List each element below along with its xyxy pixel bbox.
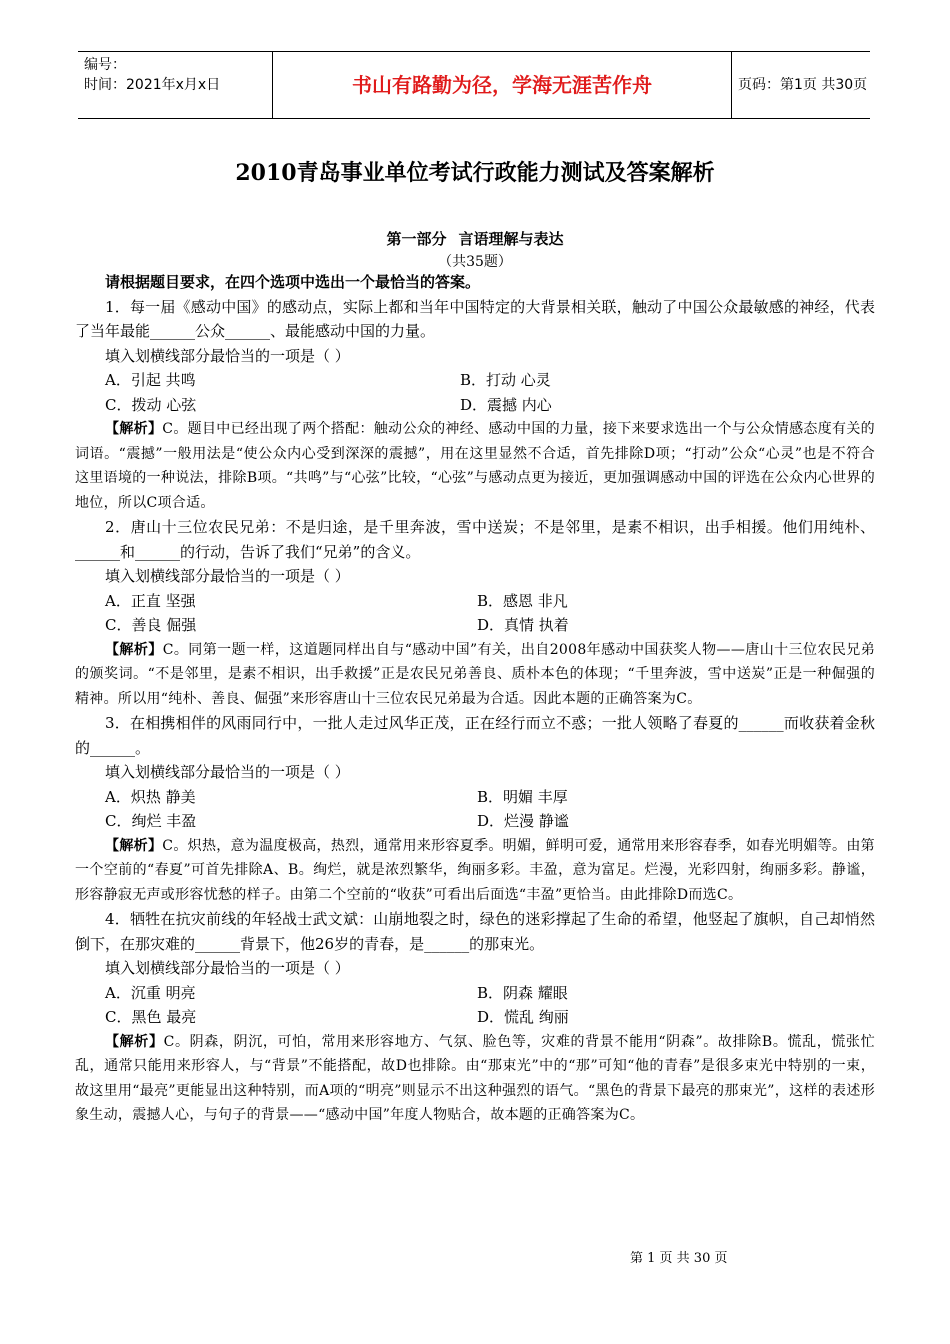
option-a: A．引起 共鸣 [105, 371, 196, 389]
header-motto: 书山有路勤为径，学海无涯苦作舟 [272, 52, 732, 118]
option-c: C．拨动 心弦 [105, 395, 197, 414]
document-time: 时间：2021年x月x日 [84, 77, 221, 93]
header-meta [78, 52, 271, 118]
part-heading [0, 228, 950, 249]
option-d: D．震撼 内心 [460, 395, 552, 414]
options-row [75, 613, 875, 638]
option-b: B．打动 心灵 [460, 371, 551, 389]
options-row [75, 393, 875, 418]
option-a: A．正直 坚强 [105, 591, 196, 610]
document-title: 2010青岛事业单位考试行政能力测试及答案解析 [235, 160, 715, 186]
option-c: C．善良 倔强 [105, 616, 197, 634]
analysis-text: C。炽热，意为温度极高，热烈，通常用来形容夏季。明媚，鲜明可爱，通常用来形容春季，如春光明媚等。由第一个空前的“春夏”可首先排除A、B。绚烂，就是浓烈繁华，绚丽多彩。丰盈，意为富足。烂漫，光彩四射，绚丽多彩。静谧，形容静寂无声或形容忧愁的样子。由第二个空前的“收获”可看出后面选“丰盈”更恰当。由此排除D而选C。 [75, 837, 875, 903]
analysis-label: 【解析】 [105, 837, 163, 854]
question-stem: 4．牺牲在抗灾前线的年轻战士武文斌：山崩地裂之时，绿色的迷彩撑起了生命的希望，他竖起了旗帜，自己却悄然倒下，在那灾难的______背景下，他26岁的青春，是______的那束光。 [75, 910, 875, 953]
option-d: D．烂漫 静谧 [477, 812, 569, 830]
question-stem: 3．在相携相伴的风雨同行中，一批人走过风华正茂，正在经行而立不惑；一批人领略了春夏的______而收获着金秋的______。 [75, 714, 875, 757]
header-page-info: 页码：第1页 共30页 [738, 77, 868, 93]
options-row [75, 368, 875, 393]
option-b: B．阴森 耀眼 [477, 983, 568, 1002]
options-row [75, 809, 875, 834]
question-stem: 1．每一届《感动中国》的感动点，实际上都和当年中国特定的大背景相关联，触动了中国公众最敏感的神经，代表了当年最能______公众______、最能感动中国的力量。 [75, 297, 875, 340]
question-prompt: 填入划横线部分最恰当的一项是（ ） [105, 763, 350, 781]
option-a: A．炽热 静美 [105, 787, 196, 806]
instruction: 请根据题目要求，在四个选项中选出一个最恰当的答案。 [105, 273, 481, 291]
analysis-text: C。阴森，阴沉，可怕，常用来形容地方、气氛、脸色等，灾难的背景不能用“阴森”。故排除B。慌乱，慌张忙乱，通常只能用来形容人，与“背景”不能搭配，故D也排除。由“那束光”中的“那”可知“他的青春”是很多束光中特别的一束，故这里用“最亮”更能显出这种特别，而A项的“明亮”则显示不出这种强烈的语气。“黑色的背景下最亮的那束光”，这样的表述形象生动，震撼人心，与句子的背景——“感动中国”年度人物贴合，故本题的正确答案为C。 [75, 1033, 876, 1123]
page-header [78, 51, 870, 119]
analysis-text: C。同第一题一样，这道题同样出自与“感动中国”有关，出自2008年感动中国获奖人物——唐山十三位农民兄弟的颁奖词。“不是邻里，是素不相识，出手救援”正是农民兄弟善良、质朴本色的体现；“千里奔波，雪中送炭”正是一种倔强的精神。所以用“纯朴、善良、倔强”来形容唐山十三位农民兄弟最为合适。因此本题的正确答案为C。 [75, 641, 875, 707]
options-row [75, 1005, 875, 1030]
option-d: D．真情 执着 [477, 616, 569, 634]
analysis [75, 1030, 875, 1128]
analysis-label: 【解析】 [105, 421, 163, 437]
options-row [75, 981, 875, 1006]
option-b: B．感恩 非凡 [477, 591, 568, 610]
analysis [75, 417, 875, 515]
options-row [75, 589, 875, 614]
option-b: B．明媚 丰厚 [477, 787, 568, 806]
document-body [75, 270, 875, 1128]
analysis-label: 【解析】 [105, 1033, 164, 1050]
part-name: 第一部分 [386, 230, 447, 248]
option-d: D．慌乱 绚丽 [477, 1008, 569, 1026]
option-a: A．沉重 明亮 [105, 983, 196, 1002]
analysis [75, 638, 875, 712]
option-c: C．黑色 最亮 [105, 1008, 197, 1026]
question-count: （共35题） [438, 254, 512, 270]
analysis [75, 834, 875, 908]
option-c: C．绚烂 丰盈 [105, 812, 197, 830]
page-footer: 第 1 页 共 30 页 [630, 1251, 728, 1266]
analysis-text: C。题目中已经出现了两个搭配：触动公众的神经、感动中国的力量，接下来要求选出一个与公众情感态度有关的词语。“震撼”一般用法是“使公众内心受到深深的震撼”，用在这里显然不合适，首先排除D项；“打动”公众“心灵”也是不符合这里语境的一种说法，排除B项。“共鸣”与“心弦”比较，“心弦”与感动点更为接近，更加强调感动中国的评选在公众内心世界的地位，所以C项合适。 [75, 421, 875, 511]
question-stem: 2．唐山十三位农民兄弟：不是归途，是千里奔波，雪中送炭；不是邻里，是素不相识，出手相援。他们用纯朴、______和______的行动，告诉了我们“兄弟”的含义。 [75, 518, 875, 561]
question-prompt: 填入划横线部分最恰当的一项是（ ） [105, 959, 350, 977]
question-prompt: 填入划横线部分最恰当的一项是（ ） [105, 346, 350, 365]
options-row [75, 785, 875, 810]
document-number: 编号： [84, 57, 126, 73]
question-prompt: 填入划横线部分最恰当的一项是（ ） [105, 567, 350, 585]
part-subject: 言语理解与表达 [458, 230, 564, 248]
analysis-label: 【解析】 [105, 641, 163, 658]
